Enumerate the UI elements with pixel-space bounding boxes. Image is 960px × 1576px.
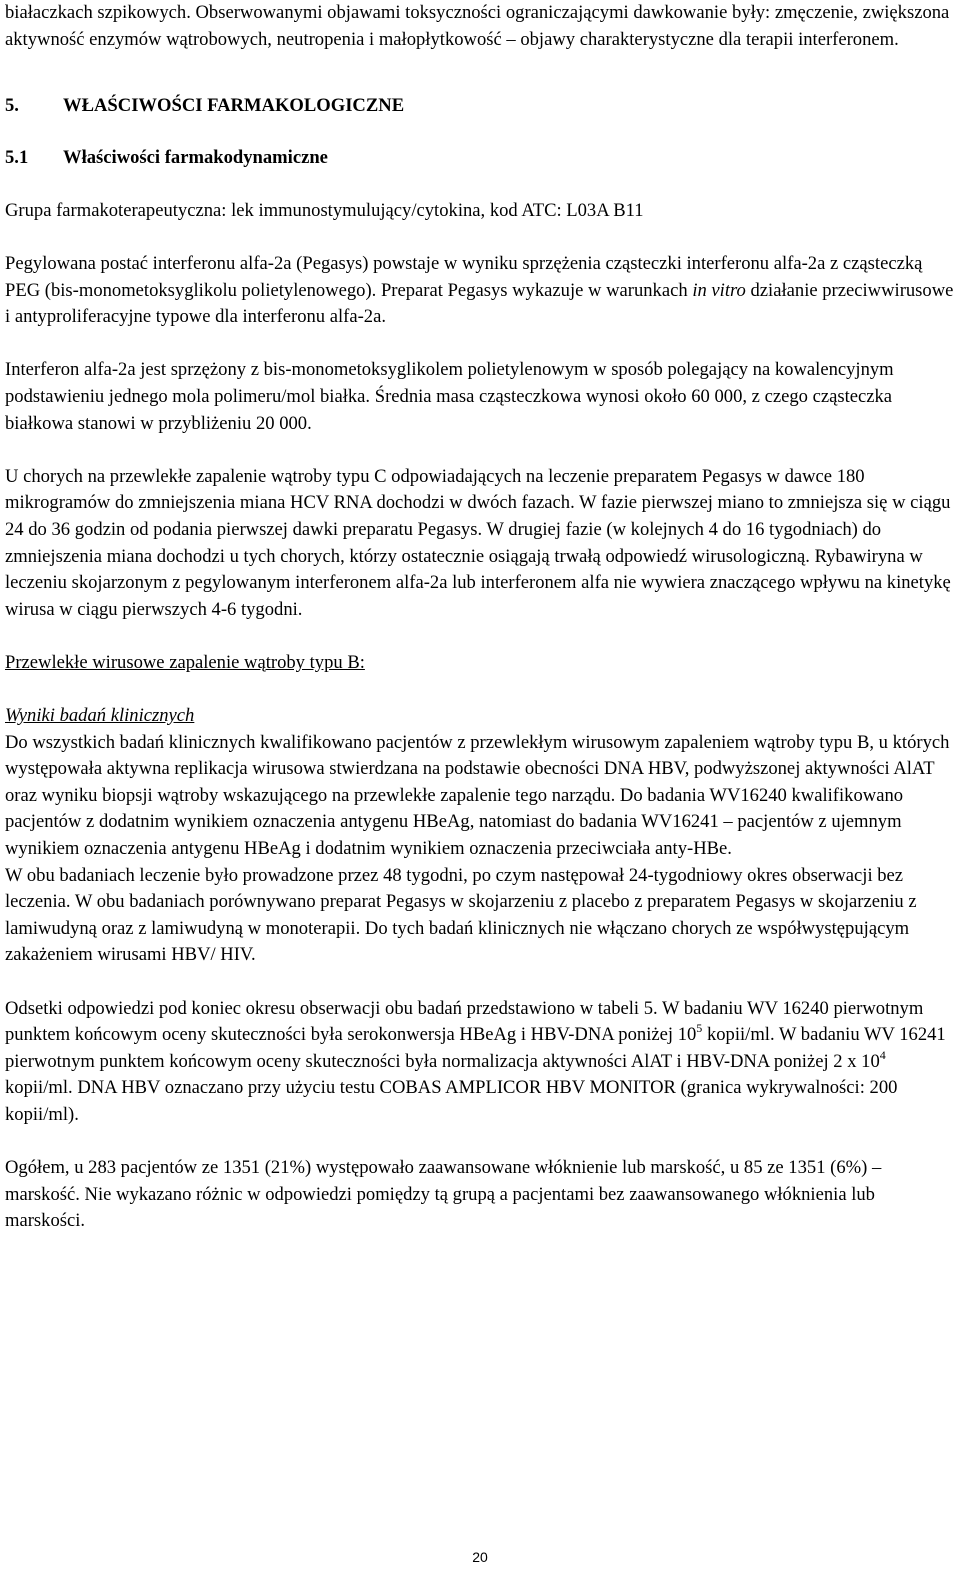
section-5-title: WŁAŚCIWOŚCI FARMAKOLOGICZNE [63,95,405,117]
response-text-b: kopii/ml. W badaniu WV 16241 pierwotnym punktem końcowym oceny skuteczności była normalizacja aktywności AlAT i HBV-DNA poniżej 2 x 10 [5,1024,946,1072]
section-5-heading [5,93,957,119]
atc-code-paragraph: Grupa farmakoterapeutyczna: lek immunostymulujący/cytokina, kod ATC: L03A B11 [5,199,644,221]
pegylation-text-b: działanie przeciwwirusowe i antyproliferacyjne typowe dla interferonu alfa-2a. [5,279,954,328]
inclusion-criteria-paragraph: Do wszystkich badań klinicznych kwalifikowano pacjentów z przewlekłym wirusowym zapaleniem wątroby typu B, u których występowała aktywna replikacja wirusowa stwierdzana na podstawie obecności DNA HBV, podwyższonej aktywności AlAT oraz wyniku biopsji wątroby wskazującego na przewlekłe zapalenie tego narządu. Do badania WV16240 kwalifikowano pacjentów z dodatnim wynikiem oznaczenia antygenu HBeAg, natomiast do badania WV16241 – pacjentów z ujemnym wynikiem oznaczenia antygenu HBeAg i dodatnim wynikiem oznaczenia przeciwciała anty-HBe. [5,731,950,860]
molecular-mass-paragraph: Interferon alfa-2a jest sprzężony z bis-monometoksyglikolem polietylenowym w sposób polegający na kowalencyjnym podstawieniu jednego mola polimeru/mol białka. Średnia masa cząsteczkowa wynosi około 60 000, z czego cząsteczka białkowa stanowi w przybliżeniu 20 000. [5,359,894,434]
response-text-c: kopii/ml. DNA HBV oznaczano przy użyciu testu COBAS AMPLICOR HBV MONITOR (granica wykrywalności: 200 kopii/ml). [5,1077,898,1125]
page-number: 20 [472,1549,488,1565]
section-5-1-heading [5,145,957,171]
section-5-1-title: Właściwości farmakodynamiczne [63,147,328,169]
exponent-4: 4 [879,1047,886,1062]
intro-paragraph: białaczkach szpikowych. Obserwowanymi objawami toksyczności ograniczającymi dawkowanie były: zmęczenie, zwiększona aktywność enzymów wątrobowych, neutropenia i małopłytkowość – objawy charakterystyczne dla terapii interferonem. [5,2,950,50]
response-text-a: Odsetki odpowiedzi pod koniec okresu obserwacji obu badań przedstawiono w tabeli 5. W badaniu WV 16240 pierwotnym punktem końcowym oceny skuteczności była serokonwersja HBeAg i HBV-DNA poniżej 10 [5,997,924,1046]
fibrosis-paragraph: Ogółem, u 283 pacjentów ze 1351 (21%) występowało zaawansowane włóknienie lub marskość, u 85 ze 1351 (6%) – marskość. Nie wykazano różnic w odpowiedzi pomiędzy tą grupą a pacjentami bez zaawansowanego włóknienia lub marskości. [5,1157,882,1232]
hbv-heading: Przewlekłe wirusowe zapalenie wątroby typu B: [5,651,365,673]
exponent-5: 5 [696,1021,703,1035]
pegylation-text-a: Pegylowana postać interferonu alfa-2a (Pegasys) powstaje w wyniku sprzężenia cząsteczki interferonu alfa-2a z cząsteczką PEG (bis-monometoksyglikolu polietylenowego). Preparat Pegasys wykazuje w warunkach [5,252,923,301]
clinical-results-heading: Wyniki badań klinicznych [5,705,195,727]
document-page [5,0,957,1235]
study-design-paragraph: W obu badaniach leczenie było prowadzone przez 48 tygodni, po czym następował 24-tygodniowy okres obserwacji bez leczenia. W obu badaniach porównywano preparat Pegasys w skojarzeniu z placebo z preparatem Pegasys w skojarzeniu z lamiwudyną oraz z lamiwudyną w monoterapii. Do tych badań klinicznych nie włączano chorych ze współwystępującym zakażeniem wirusami HBV/ HIV. [5,864,917,966]
section-5-number: 5. [5,95,19,117]
response-rates-paragraph [5,996,957,1129]
hcv-kinetics-paragraph: U chorych na przewlekłe zapalenie wątroby typu C odpowiadających na leczenie preparatem Pegasys w dawce 180 mikrogramów do zmniejszenia miana HCV RNA dochodzi w dwóch fazach. W fazie pierwszej miano to zmniejsza się w ciągu 24 do 36 godzin od podania pierwszej dawki preparatu Pegasys. W drugiej fazie (w kolejnych 4 do 16 tygodniach) do zmniejszenia miana dochodzi u tych chorych, którzy ostatecznie osiągają trwałą odpowiedź wirusologiczną. Rybawiryna w leczeniu skojarzonym z pegylowanym interferonem alfa-2a lub interferonem alfa nie wywiera znaczącego wpływu na kinetykę wirusa w ciągu pierwszych 4-6 tygodni. [5,465,951,620]
in-vitro-text: in vitro [692,279,746,301]
section-5-1-number: 5.1 [5,147,29,169]
pegylation-paragraph [5,251,957,331]
